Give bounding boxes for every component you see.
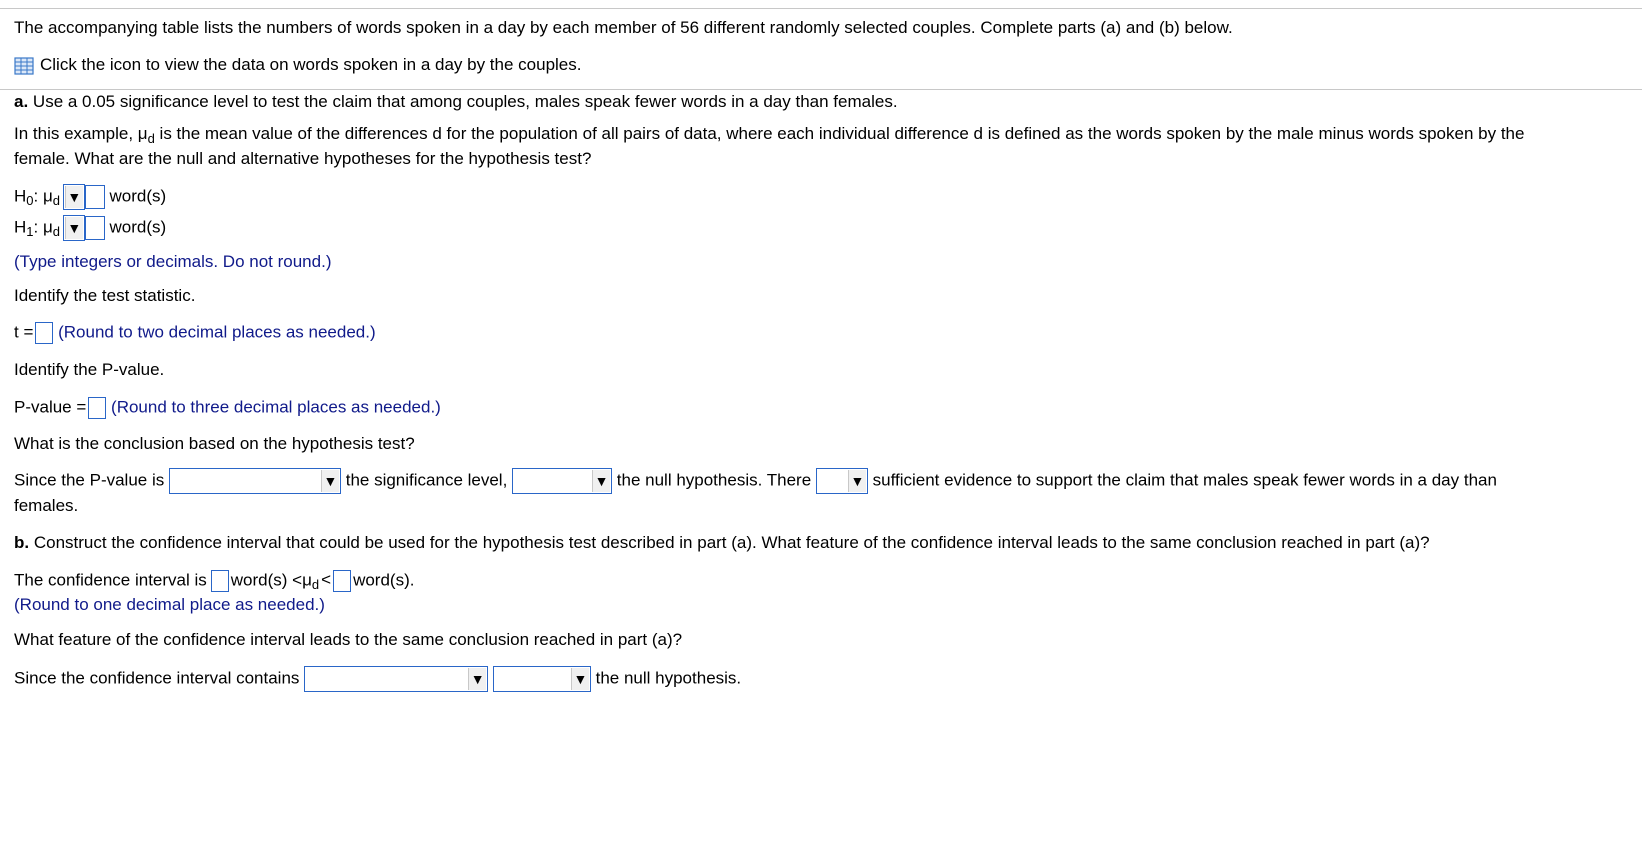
sig-level-text: the significance level, (345, 470, 508, 490)
h0-subscript: 0 (26, 193, 34, 209)
top-divider (0, 8, 1642, 9)
h1-value-input[interactable] (85, 216, 105, 240)
data-link-text[interactable]: Click the icon to view the data on words spoken in a day by the couples. (40, 55, 582, 74)
pvalue-hint: (Round to three decimal places as needed.) (111, 397, 441, 417)
part-b-question-text: Construct the confidence interval that could be used for the hypothesis test described in part (a). What feature of the confidence interval leads to the same conclusion reached in part (a)? (33, 533, 1430, 552)
feature-prompt: What feature of the confidence interval leads to the same conclusion reached in part (a)? (14, 630, 683, 649)
h1-mu-sub: d (52, 224, 61, 240)
ci-hint: (Round to one decimal place as needed.) (14, 595, 325, 614)
hypothesis-hint: (Type integers or decimals. Do not round.) (14, 252, 332, 271)
pvalue-comparison-dropdown[interactable] (169, 468, 341, 494)
part-a-label: a. (14, 92, 29, 111)
pvalue-input[interactable] (88, 397, 106, 419)
pvalue-prompt: Identify the P-value. (14, 360, 165, 379)
data-link-row[interactable] (14, 55, 581, 75)
h0-mu: μ (42, 186, 53, 206)
h0-mu-sub: d (52, 193, 61, 209)
part-a-explanation-2: female. What are the null and alternative hypotheses for the hypothesis test? (14, 149, 592, 168)
h1-mu: μ (42, 217, 53, 237)
sufficient-text: sufficient evidence to support the claim that males speak fewer words in a day than (872, 470, 1497, 490)
evidence-dropdown[interactable] (816, 468, 868, 494)
chevron-down-icon: ▼ (848, 470, 866, 492)
ci-mu: μ (302, 570, 312, 590)
since-pvalue-text: Since the P-value is (14, 470, 165, 490)
ci-row (14, 570, 414, 592)
chevron-down-icon: ▼ (468, 668, 486, 690)
null-hyp-text: the null hypothesis. (595, 668, 742, 688)
ci-words-lt: word(s) < (230, 570, 303, 590)
null-there-text: the null hypothesis. There (616, 470, 812, 490)
chevron-down-icon: ▼ (571, 668, 589, 690)
h0-unit: word(s) (109, 186, 167, 206)
ci-decision-dropdown[interactable] (493, 666, 591, 692)
conclusion-row (14, 468, 1497, 494)
ci-prefix: The confidence interval is (14, 570, 207, 590)
h1-H: H (14, 217, 27, 237)
part-a-question (14, 92, 898, 112)
conclusion-prompt: What is the conclusion based on the hypothesis test? (14, 434, 415, 453)
h1-subscript: 1 (26, 224, 34, 240)
t-label: t = (14, 322, 34, 342)
reject-decision-dropdown[interactable] (512, 468, 612, 494)
t-row (14, 322, 376, 344)
h0-row (14, 184, 166, 210)
test-stat-prompt: Identify the test statistic. (14, 286, 196, 305)
mu-subscript: d (147, 131, 155, 146)
h1-unit: word(s) (109, 217, 167, 237)
h0-value-input[interactable] (85, 185, 105, 209)
h1-row (14, 215, 166, 241)
h0-operator-dropdown[interactable] (63, 184, 85, 210)
ci-upper-input[interactable] (333, 570, 351, 592)
intro-text: The accompanying table lists the numbers of words spoken in a day by each member of 56 different randomly selected couples. Complete parts (a) and (b) below. (14, 18, 1233, 37)
pvalue-row (14, 397, 441, 419)
table-icon[interactable] (14, 57, 34, 75)
explain-suffix: is the mean value of the differences d for the population of all pairs of data, where each individual difference d is defined as the words spoken by the male minus words spoken by the (154, 124, 1525, 143)
pvalue-label: P-value = (14, 397, 87, 417)
ci-words-end: word(s). (353, 570, 415, 590)
t-hint: (Round to two decimal places as needed.) (58, 322, 376, 342)
mu-symbol: μ (137, 124, 148, 143)
ci-lower-input[interactable] (211, 570, 229, 592)
part-a-explanation-1 (14, 124, 1524, 144)
part-b-question (14, 533, 1430, 553)
h1-operator-dropdown[interactable] (63, 215, 85, 241)
part-b-label: b. (14, 533, 30, 552)
ci-contains-dropdown[interactable] (304, 666, 488, 692)
ci-mu-sub: d (311, 577, 320, 593)
ci-lt: < (321, 570, 332, 590)
conclusion-females: females. (14, 496, 79, 515)
h0-colon: : (33, 186, 39, 206)
h1-colon: : (33, 217, 39, 237)
chevron-down-icon: ▼ (65, 186, 83, 208)
h0-H: H (14, 186, 27, 206)
chevron-down-icon: ▼ (65, 217, 83, 239)
ci-conclusion-row (14, 666, 741, 692)
section-divider (0, 89, 1642, 90)
t-input[interactable] (35, 322, 53, 344)
since-ci-text: Since the confidence interval contains (14, 668, 300, 688)
chevron-down-icon: ▼ (592, 470, 610, 492)
chevron-down-icon: ▼ (321, 470, 339, 492)
part-a-question-text: Use a 0.05 significance level to test the claim that among couples, males speak fewer words in a day than females. (32, 92, 898, 111)
explain-prefix: In this example, (14, 124, 138, 143)
